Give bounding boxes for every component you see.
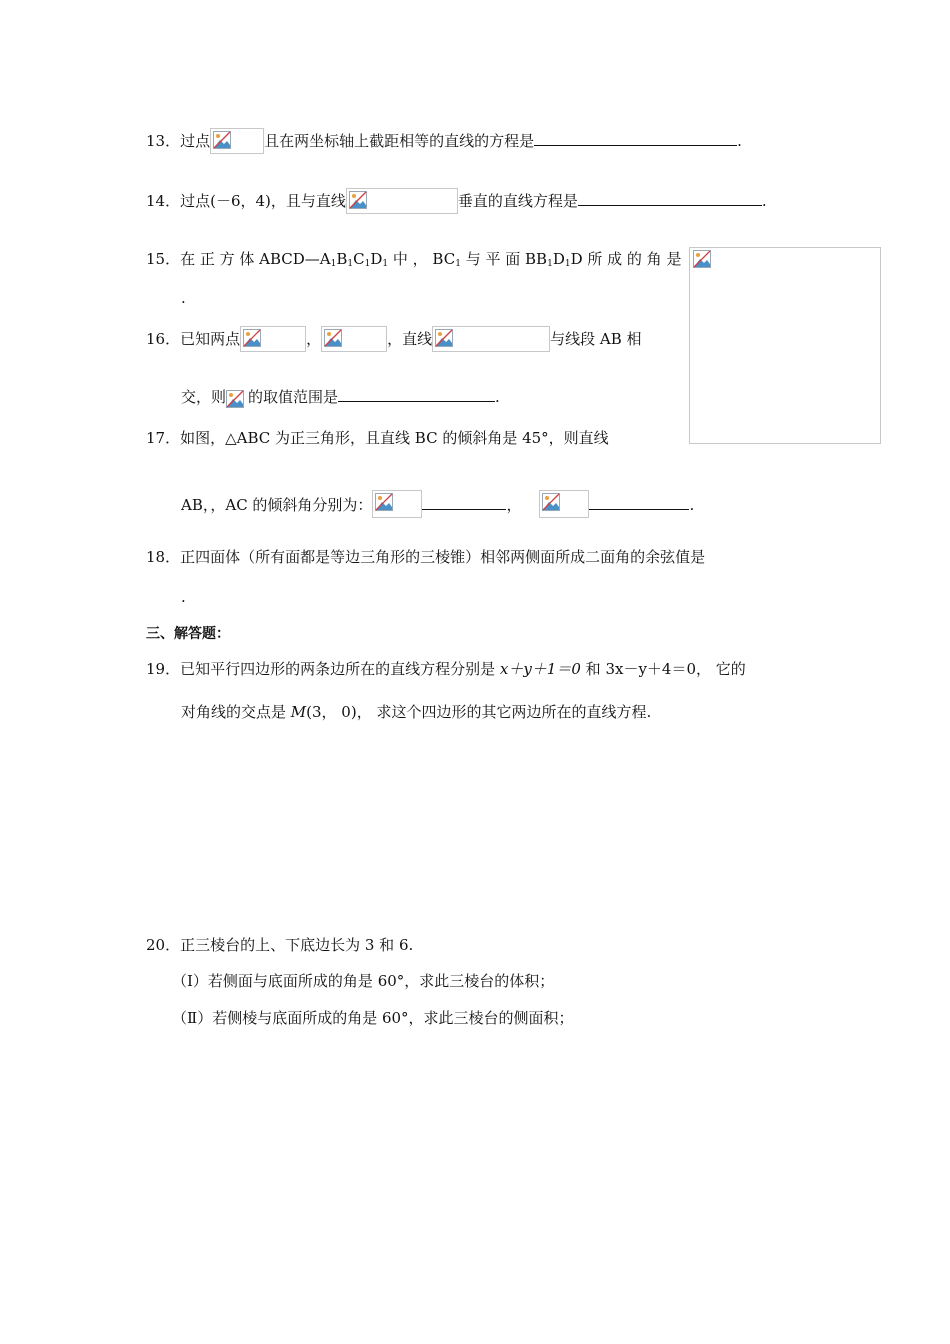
question-18: 18．正四面体（所有面都是等边三角形的三棱锥）相邻两侧面所成二面角的余弦值是 — [146, 548, 706, 566]
broken-image-icon — [226, 390, 244, 408]
question-number: 14． — [146, 192, 181, 210]
answer-continuation: . — [181, 588, 186, 606]
formula-image — [240, 326, 306, 352]
question-number: 15． — [146, 250, 181, 268]
formula-image — [346, 188, 458, 214]
question-19-cont: 对角线的交点是 M(3， 0)， 求这个四边形的其它两边所在的直线方程. — [181, 703, 652, 721]
question-number: 20． — [146, 936, 181, 954]
answer-blank — [338, 387, 495, 402]
question-number: 16． — [146, 330, 181, 348]
question-20: 20．正三棱台的上、下底边长为 3 和 6. — [146, 936, 414, 954]
broken-image-icon — [693, 250, 711, 268]
answer-continuation: . — [181, 289, 186, 307]
question-number: 19． — [146, 660, 181, 678]
question-16: 16．已知两点 ， ，直线 与线段 AB 相 — [146, 326, 642, 352]
question-13: 13．过点 且在两坐标轴上截距相等的直线的方程是 . — [146, 128, 742, 154]
question-15: 15．在 正 方 体 $ABCD—A_1B_1C_1D_1$ 中 ， $BC_1$ 与 平 面 $BB_1D_1D$ 所 成 的 角 是 — [146, 250, 682, 269]
broken-image-icon — [243, 329, 261, 347]
answer-blank — [422, 495, 506, 510]
formula-image — [372, 490, 422, 518]
formula-image — [539, 490, 589, 518]
question-20-part-1: （Ⅰ）若侧面与底面所成的角是 60°，求此三棱台的体积； — [172, 972, 555, 990]
answer-blank — [578, 191, 762, 206]
question-14: 14．过点(－6，4)，且与直线 垂直的直线方程是 . — [146, 188, 767, 214]
broken-image-icon — [324, 329, 342, 347]
section-heading: 三、解答题： — [146, 626, 230, 642]
equation: 3x－y＋4＝0 — [605, 660, 697, 678]
formula-image — [226, 388, 248, 410]
broken-image-icon — [213, 131, 231, 149]
question-number: 18． — [146, 548, 181, 566]
broken-image-icon — [375, 493, 393, 511]
question-17-cont: AB，，AC 的倾斜角分别为： ， . — [181, 490, 694, 518]
broken-image-icon — [435, 329, 453, 347]
equation: x＋y＋1＝0 — [499, 660, 581, 678]
question-20-part-2: （Ⅱ）若侧棱与底面所成的角是 60°，求此三棱台的侧面积； — [172, 1009, 574, 1027]
answer-blank — [534, 131, 737, 146]
question-16-cont: 交，则 的取值范围是 . — [181, 387, 500, 410]
formula-image — [432, 326, 550, 352]
question-17: 17．如图，△ABC 为正三角形，且直线 BC 的倾斜角是 45°，则直线 — [146, 429, 609, 447]
formula-image — [321, 326, 387, 352]
figure-image — [689, 247, 881, 444]
answer-blank — [589, 495, 689, 510]
question-number: 17． — [146, 429, 181, 447]
formula-image — [210, 128, 264, 154]
question-number: 13． — [146, 132, 181, 150]
broken-image-icon — [349, 191, 367, 209]
broken-image-icon — [542, 493, 560, 511]
question-19: 19．已知平行四边形的两条边所在的直线方程分别是 x＋y＋1＝0 和 3x－y＋4＝0， 它的 — [146, 660, 746, 678]
